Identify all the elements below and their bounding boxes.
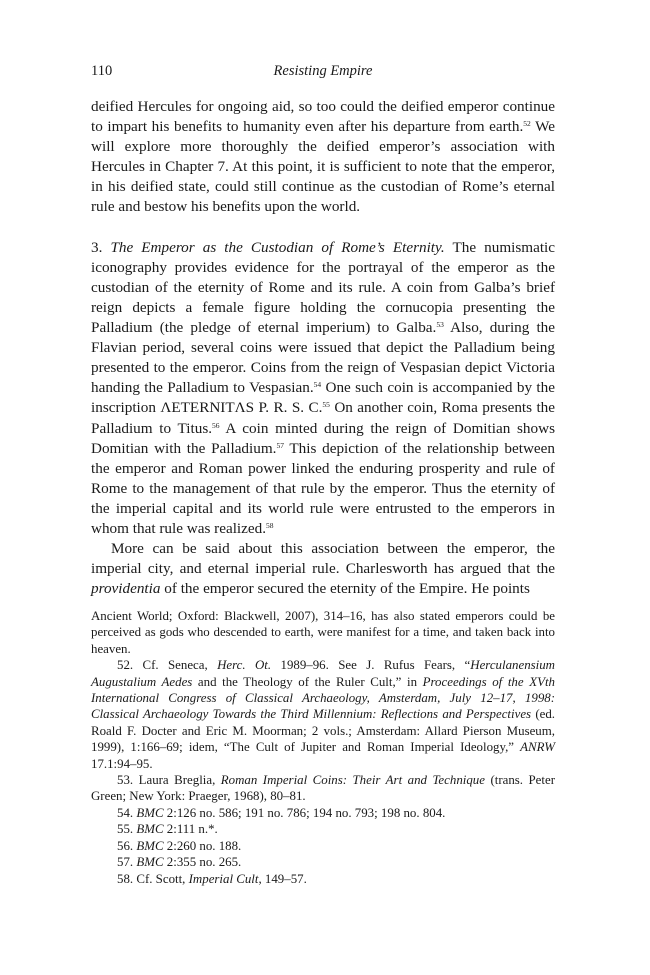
footnote-57: 57. BMC 2:355 no. 265. [117,855,242,870]
footnote-ref-53[interactable]: 53 [436,320,444,330]
page-number: 110 [91,63,113,79]
footnote-52: 52. Cf. Seneca, Herc. Ot. 1989–96. See J. Rufus Fears, “Herculanensium Augustalium Aedes and the Theology of the Ruler Cult,” in Proceedings of the XVth International Congress of Classical Archaeology, Amsterdam, July 12–17, 1998: Classical Archaeology Towards the Third Millennium: Reflections and Perspectives (ed. Roald F. Docter and Eric M. Moorman; 2 vols.; Amsterdam: Allard Pierson Museum, 1999), 1:166–69; idem, “The Cult of Jupiter and Roman Imperial Ideology,” ANRW 17.1:94–95. [91,658,556,771]
paragraph-3: More can be said about this association between the emperor, the imperial city, and eternal imperial rule. Charlesworth has argued that the providentia of the emperor secured the eternity of the Empire. He points [91,540,555,598]
footnote-58: 58. Cf. Scott, Imperial Cult, 149–57. [117,871,307,886]
footnote-54: 54. BMC 2:126 no. 586; 191 no. 786; 194 no. 793; 198 no. 804. [117,805,446,820]
paragraph-1: deified Hercules for ongoing aid, so too could the deified emperor continue to impart his benefits to humanity even after his departure from earth.$^{52}$ We will explore more thoroughly the deified emperor’s association with Hercules in Chapter 7. At this point, it is sufficient to note that the emperor, in his deified state, could still continue as the custodian of Rome’s eternal rule and bestow his benefits upon the world. [91,98,555,216]
footnote-55: 55. BMC 2:111 n.*. [117,822,218,837]
footnote-ref-55[interactable]: 55 [322,400,330,410]
footnote-continuation: Ancient World; Oxford: Blackwell, 2007), 314–16, has also stated emperors could be perceived as gods who descended to earth, were manifest for a time, and taken back into heaven. [91,609,555,656]
footnote-ref-57[interactable]: 57 [276,440,284,450]
running-title: Resisting Empire [273,63,373,79]
page-header [91,63,555,83]
main-text [91,97,555,599]
paragraph-2: 3. The Emperor as the Custodian of Rome’s Eternity. The numismatic iconography provides evidence for the portrayal of the emperor as the custodian of the eternity of Rome and its rule. A coin from Galba’s brief reign depicts a female figure holding the cornucopia presenting the Palladium (the pledge of eternal imperium) to Galba.$^{53}$ Also, during the Flavian period, several coins were issued that depict the Palladium being presented to the emperor. Coins from the reign of Vespasian depict Victoria handing the Palladium to Vespasian.$^{54}$ One such coin is accompanied by the inscription ΛETERNITΛS P. R. S. C.$^{55}$ On another coin, Roma presents the Palladium to Titus.$^{56}$ A coin minted during the reign of Domitian shows Domitian with the Palladium.$^{57}$ This depiction of the relationship between the emperor and Roman power linked the enduring prosperity and rule of Rome to the management of that rule by the emperor. Thus the eternity of the imperial capital and its world rule were entrusted to the emperors in whom that rule was realized.$^{58}$ [91,238,556,537]
footnote-ref-52[interactable]: 52 [523,119,531,129]
footnote-56: 56. BMC 2:260 no. 188. [117,838,242,853]
footnotes [91,608,555,887]
footnote-ref-58[interactable]: 58 [266,520,274,530]
section-heading: The Emperor as the Custodian of Rome’s Eternity. [110,238,445,256]
footnote-ref-56[interactable]: 56 [212,420,220,430]
footnote-ref-54[interactable]: 54 [313,380,322,390]
footnote-53: 53. Laura Breglia, Roman Imperial Coins: Their Art and Technique (trans. Peter Green; New York: Praeger, 1968), 80–81. [91,773,555,804]
